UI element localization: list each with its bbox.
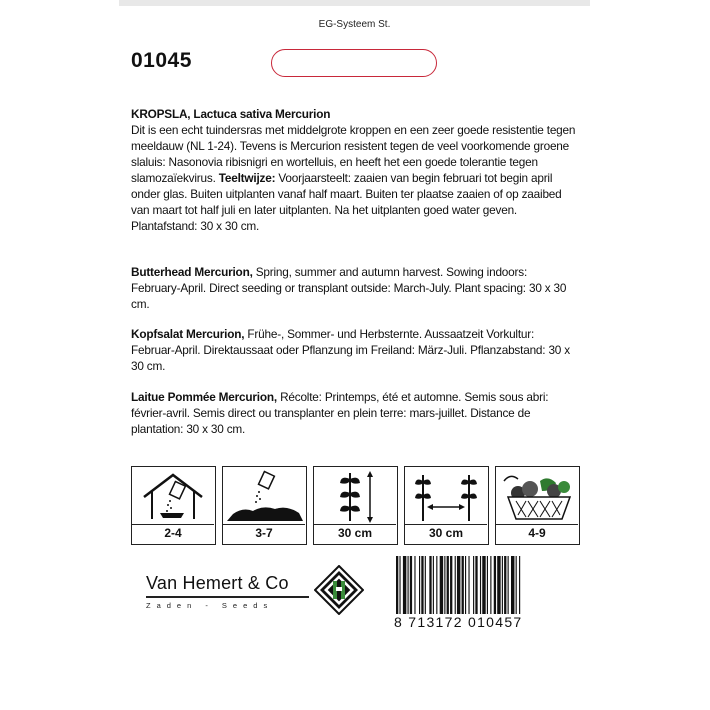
barcode-digits: 8 713172 010457 xyxy=(394,614,523,630)
barcode-bar xyxy=(468,556,469,614)
description-dutch xyxy=(131,106,579,234)
barcode-bar xyxy=(465,556,466,614)
barcode-bar xyxy=(440,556,443,614)
dutch-sowing-label: Teeltwijze: xyxy=(218,171,276,185)
german-title: Kopfsalat Mercurion, xyxy=(131,327,245,341)
english-text: Spring, summer and autumn harvest. Sowing indoors: February-April. Direct seeding or transplant outside: March-July. Plant spacing: 30 x 30 cm. xyxy=(131,265,567,311)
harvest-basket-icon xyxy=(496,467,578,525)
barcode-bar xyxy=(429,556,431,614)
barcode-bar xyxy=(511,556,514,614)
icon-cell-plant-height xyxy=(313,466,398,545)
french-title: Laitue Pommée Mercurion, xyxy=(131,390,277,404)
barcode-bar xyxy=(490,556,491,614)
barcode-bar xyxy=(480,556,481,614)
cultivation-icons xyxy=(131,466,580,545)
barcode-bar xyxy=(457,556,460,614)
barcode xyxy=(394,556,570,616)
plant-spacing-label: 30 cm xyxy=(428,526,464,540)
icon-cell-plant-spacing xyxy=(404,466,489,545)
barcode-bar xyxy=(436,556,437,614)
packet-top-edge xyxy=(119,0,590,6)
system-note: EG-Systeem St. xyxy=(318,19,391,30)
barcode-bar xyxy=(399,556,400,614)
barcode-bar xyxy=(455,556,456,614)
barcode-bar xyxy=(414,556,415,614)
icon-cell-harvest xyxy=(495,466,580,545)
vhc-diamond-logo-icon xyxy=(314,565,364,615)
barcode-bar xyxy=(408,556,409,614)
barcode-bar xyxy=(403,556,406,614)
barcode-bar xyxy=(419,556,420,614)
dutch-text-2: Voorjaarsteelt: zaaien van begin februari tot begin april onder glas. Buiten uitplanten vanaf half maart. Buiten ter plaatse zaaien of op zaaibed van maart tot half juli en later uitplanten. Na het uitplanten goed water geven. Plantafstand: 30 x 30 cm. xyxy=(131,171,562,233)
description-german xyxy=(131,326,579,374)
description-english xyxy=(131,264,579,312)
icon-cell-indoor-sowing xyxy=(131,466,216,545)
barcode-bar xyxy=(433,556,434,614)
french-text: Récolte: Printemps, été et automne. Semis sous abri: février-avril. Semis direct ou transplanter en plein terre: mars-juillet. Distance de plantation: 30 x 30 cm. xyxy=(131,390,549,436)
plant-spacing-icon xyxy=(405,467,487,525)
barcode-bar xyxy=(396,556,398,614)
indoor-sowing-label: 2-4 xyxy=(164,526,182,540)
barcode-bar xyxy=(504,556,506,614)
lot-stamp-box xyxy=(271,49,437,77)
barcode-bar xyxy=(497,556,500,614)
barcode-bar xyxy=(494,556,496,614)
dutch-title: KROPSLA, Lactuca sativa Mercurion xyxy=(131,107,331,121)
plant-height-icon xyxy=(314,467,396,525)
barcode-bar xyxy=(450,556,452,614)
barcode-bar xyxy=(425,556,426,614)
barcode-bar xyxy=(519,556,520,614)
german-text: Frühe-, Sommer- und Herbsternte. Aussaatzeit Vorkultur: Februar-April. Direktaussaat oder Pflanzung im Freiland: März-Juli. Pflanzabstand: 30 x 30 cm. xyxy=(131,327,570,373)
barcode-bar xyxy=(508,556,509,614)
plant-height-label: 30 cm xyxy=(337,526,373,540)
icon-cell-outdoor-sowing xyxy=(222,466,307,545)
indoor-sowing-icon xyxy=(132,467,214,525)
barcode-bar xyxy=(475,556,477,614)
brand-tagline: Zaden - Seeds xyxy=(146,601,274,610)
description-french xyxy=(131,389,579,437)
barcode-bar xyxy=(502,556,503,614)
outdoor-sowing-label: 3-7 xyxy=(255,526,273,540)
barcode-bar xyxy=(447,556,449,614)
brand-divider xyxy=(146,596,309,598)
dutch-text-1: Dit is een echt tuindersras met middelgrote kroppen en een zeer goede resistentie tegen meeldauw (NL 1-24). Tevens is Mercurion resistent tegen de veel voorkomende groene slaluis: Nasonovia ribisnigri en wortelluis, en heeft het een goede tolerantie tegen slamozaïekvirus. xyxy=(131,123,576,185)
barcode-bar xyxy=(421,556,423,614)
outdoor-sowing-icon xyxy=(223,467,305,525)
barcode-bar xyxy=(482,556,485,614)
barcode-bar xyxy=(410,556,412,614)
brand-name: Van Hemert & Co xyxy=(146,573,289,593)
barcode-bar xyxy=(444,556,445,614)
barcode-bar xyxy=(487,556,488,614)
harvest-label: 4-9 xyxy=(528,526,546,540)
barcode-bar xyxy=(473,556,474,614)
lot-number: 01045 xyxy=(131,49,192,72)
english-title: Butterhead Mercurion, xyxy=(131,265,253,279)
barcode-bar xyxy=(516,556,517,614)
barcode-bar xyxy=(462,556,464,614)
